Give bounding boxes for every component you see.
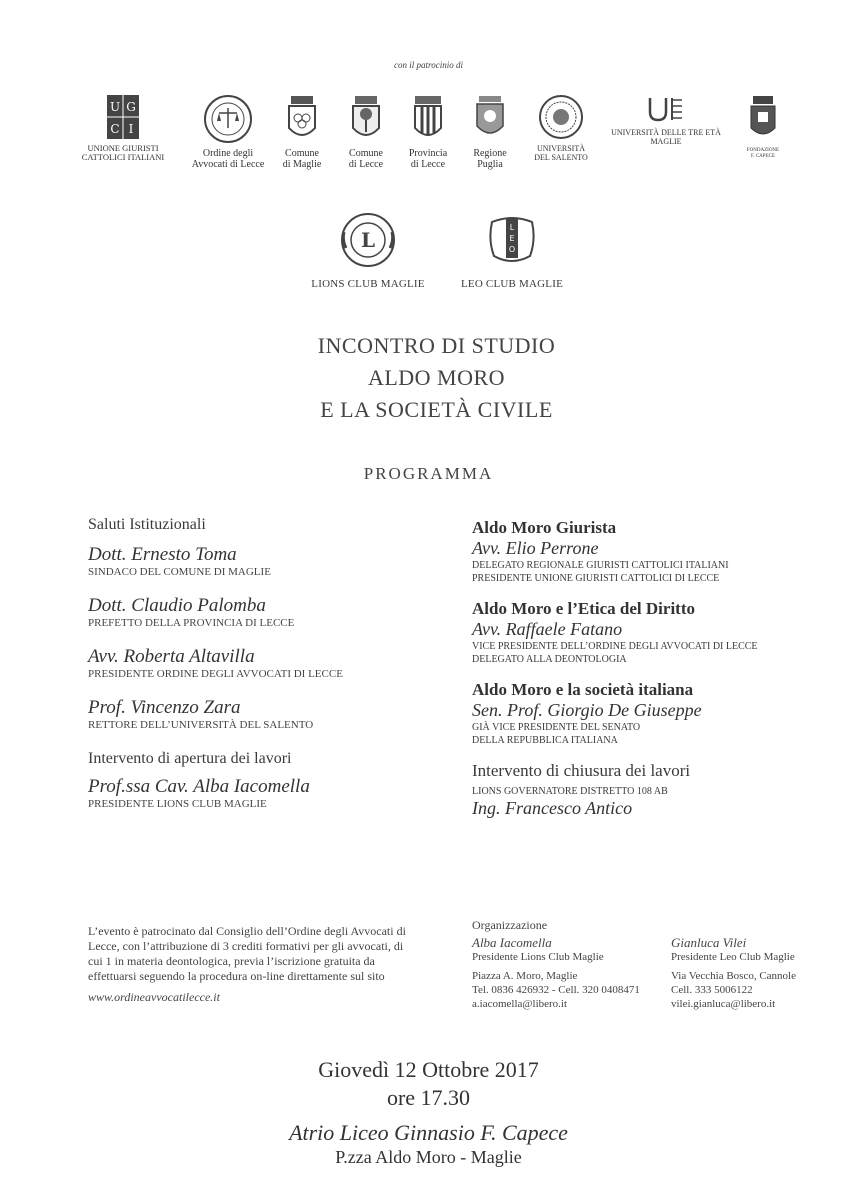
provincia-lecce-logo: [400, 94, 456, 170]
leo-club-logo: [442, 212, 582, 290]
talk-speaker-role: VICE PRESIDENTE DELL’ORDINE DEGLI AVVOCATI DI LECCE: [472, 641, 758, 652]
logo-caption-comune-maglie: Comune di Maglie: [282, 148, 322, 170]
chiusura-speaker-name: Ing. Francesco Antico: [472, 798, 633, 818]
programma-heading: PROGRAMMA: [363, 464, 494, 483]
universita-salento-seal-icon: [538, 94, 584, 140]
svg-text:U: U: [109, 100, 121, 114]
logo-caption-comune-lecce: Comune di Lecce: [348, 148, 384, 170]
logo-caption-ugci: UNIONE GIURISTI CATTOLICI ITALIANI: [81, 143, 165, 162]
program-left-column: [88, 516, 428, 811]
logo-caption-ordine: Ordine degli Avvocati di Lecce: [191, 148, 265, 170]
organization-contact-2: [671, 936, 841, 1011]
talk-speaker-role: GIÀ VICE PRESIDENTE DEL SENATO: [472, 722, 641, 733]
organization-heading: Organizzazione: [472, 918, 548, 932]
talk-speaker-name: Avv. Raffaele Fatano: [472, 619, 623, 639]
lions-club-caption: LIONS CLUB MAGLIE: [311, 278, 425, 290]
speaker-role: SINDACO DEL COMUNE DI MAGLIE: [88, 566, 271, 578]
venue-address: P.zza Aldo Moro - Maglie: [335, 1147, 522, 1167]
fondazione-capece-logo: [738, 94, 788, 160]
contact-email[interactable]: a.iacomella@libero.it: [472, 998, 568, 1010]
ugci-logo: [78, 94, 168, 162]
event-title-line3: E LA SOCIETÀ CIVILE: [320, 397, 553, 422]
svg-text:E: E: [509, 234, 515, 243]
patrocinio-label: con il patrocinio di: [394, 60, 463, 70]
logo-caption-provincia: Provincia di Lecce: [408, 148, 448, 170]
apertura-speaker-role: PRESIDENTE LIONS CLUB MAGLIE: [88, 798, 267, 810]
universita-tre-eta-logo: [598, 94, 734, 146]
svg-text:L: L: [509, 223, 515, 232]
apertura-heading: Intervento di apertura dei lavori: [88, 750, 292, 767]
talk-topic: Aldo Moro Giurista: [472, 518, 617, 537]
contact-name: Alba Iacomella: [472, 935, 552, 950]
speaker-role: RETTORE DELL’UNIVERSITÀ DEL SALENTO: [88, 719, 314, 731]
lions-club-logo-icon: [340, 212, 396, 268]
comune-lecce-crest-icon: [349, 94, 383, 144]
logo-caption-regione: Regione Puglia: [473, 148, 507, 170]
contact-phone: Cell. 333 5006122: [671, 984, 753, 996]
contact-address: Piazza A. Moro, Maglie: [472, 970, 578, 982]
event-date: Giovedì 12 Ottobre 2017: [318, 1057, 539, 1082]
comune-lecce-logo: [338, 94, 394, 170]
venue-name: Atrio Liceo Ginnasio F. Capece: [289, 1120, 568, 1145]
leo-club-caption: LEO CLUB MAGLIE: [461, 278, 563, 290]
event-datetime: [0, 1056, 857, 1112]
organization-contact-1: [472, 918, 667, 1011]
talk-speaker-role: DELEGATO ALLA DEONTOLOGIA: [472, 654, 627, 665]
universita-tre-eta-logo-icon: [646, 94, 686, 124]
contact-address: Via Vecchia Bosco, Cannole: [671, 970, 796, 982]
credits-notice-text: L’evento è patrocinato dal Consiglio dell’Ordine degli Avvocati di Lecce, con l’attribuzione di 3 crediti formativi per gli avvocati, di cui 1 in materia deontologica, previa l’iscrizione gratuita da effettuarsi seguendo la procedura on-line direttamente sul sito: [88, 924, 406, 983]
talk-speaker-role: PRESIDENTE UNIONE GIURISTI CATTOLICI DI LECCE: [472, 573, 720, 584]
svg-text:O: O: [508, 245, 516, 254]
fondazione-capece-crest-icon: [748, 94, 778, 144]
provincia-lecce-crest-icon: [411, 94, 445, 144]
universita-salento-logo: [526, 94, 596, 162]
leo-club-logo-icon: [484, 212, 540, 268]
apertura-speaker-name: Prof.ssa Cav. Alba Iacomella: [88, 776, 310, 797]
chiusura-heading: Intervento di chiusura dei lavori: [472, 761, 691, 780]
speaker-name: Dott. Ernesto Toma: [88, 544, 237, 565]
logo-caption-tre-eta: UNIVERSITÀ DELLE TRE ETÀ MAGLIE: [611, 128, 721, 146]
speaker-name: Dott. Claudio Palomba: [88, 595, 266, 616]
talk-speaker-role: DELEGATO REGIONALE GIURISTI CATTOLICI ITALIANI: [472, 560, 729, 571]
svg-text:G: G: [126, 100, 136, 114]
event-time: ore 17.30: [386, 1085, 471, 1110]
regione-puglia-crest-icon: [473, 94, 507, 144]
speaker-name: Avv. Roberta Altavilla: [88, 646, 255, 667]
program-right-column: [472, 518, 842, 819]
saluti-heading: Saluti Istituzionali: [88, 516, 206, 533]
logo-caption-fondazione: FONDAZIONE F. CAPECE: [746, 148, 780, 159]
event-title-line2: ALDO MORO: [367, 365, 506, 390]
contact-role: Presidente Leo Club Maglie: [671, 951, 795, 963]
ordine-website-link[interactable]: www.ordineavvocatilecce.it: [88, 990, 220, 1004]
contact-name: Gianluca Vilei: [671, 935, 747, 950]
speaker-role: PRESIDENTE ORDINE DEGLI AVVOCATI DI LECCE: [88, 668, 343, 680]
ordine-avvocati-seal-icon: [203, 94, 253, 144]
svg-text:C: C: [110, 122, 120, 136]
ugci-logo-icon: [106, 94, 140, 140]
logo-caption-unisalento: UNIVERSITÀ DEL SALENTO: [534, 144, 588, 162]
ordine-avvocati-logo: [188, 94, 268, 170]
talk-speaker-role: DELLA REPUBBLICA ITALIANA: [472, 735, 618, 746]
contact-role: Presidente Lions Club Maglie: [472, 951, 604, 963]
lions-club-logo: [298, 212, 438, 290]
talk-topic: Aldo Moro e la società italiana: [472, 680, 694, 699]
svg-text:L: L: [360, 228, 376, 252]
credits-notice: [88, 924, 408, 1005]
speaker-name: Prof. Vincenzo Zara: [88, 697, 241, 718]
talk-speaker-name: Avv. Elio Perrone: [472, 538, 599, 558]
event-venue: [0, 1120, 857, 1168]
event-title: [0, 330, 857, 426]
comune-maglie-logo: [274, 94, 330, 170]
regione-puglia-logo: [462, 94, 518, 170]
svg-text:I: I: [128, 122, 134, 136]
event-title-line1: INCONTRO DI STUDIO: [317, 333, 556, 358]
chiusura-role: LIONS GOVERNATORE DISTRETTO 108 AB: [472, 786, 668, 797]
contact-phone: Tel. 0836 426932 - Cell. 320 0408471: [472, 984, 640, 996]
talk-speaker-name: Sen. Prof. Giorgio De Giuseppe: [472, 700, 702, 720]
contact-email[interactable]: vilei.gianluca@libero.it: [671, 998, 776, 1010]
talk-topic: Aldo Moro e l’Etica del Diritto: [472, 599, 696, 618]
speaker-role: PREFETTO DELLA PROVINCIA DI LECCE: [88, 617, 295, 629]
comune-maglie-crest-icon: [285, 94, 319, 144]
